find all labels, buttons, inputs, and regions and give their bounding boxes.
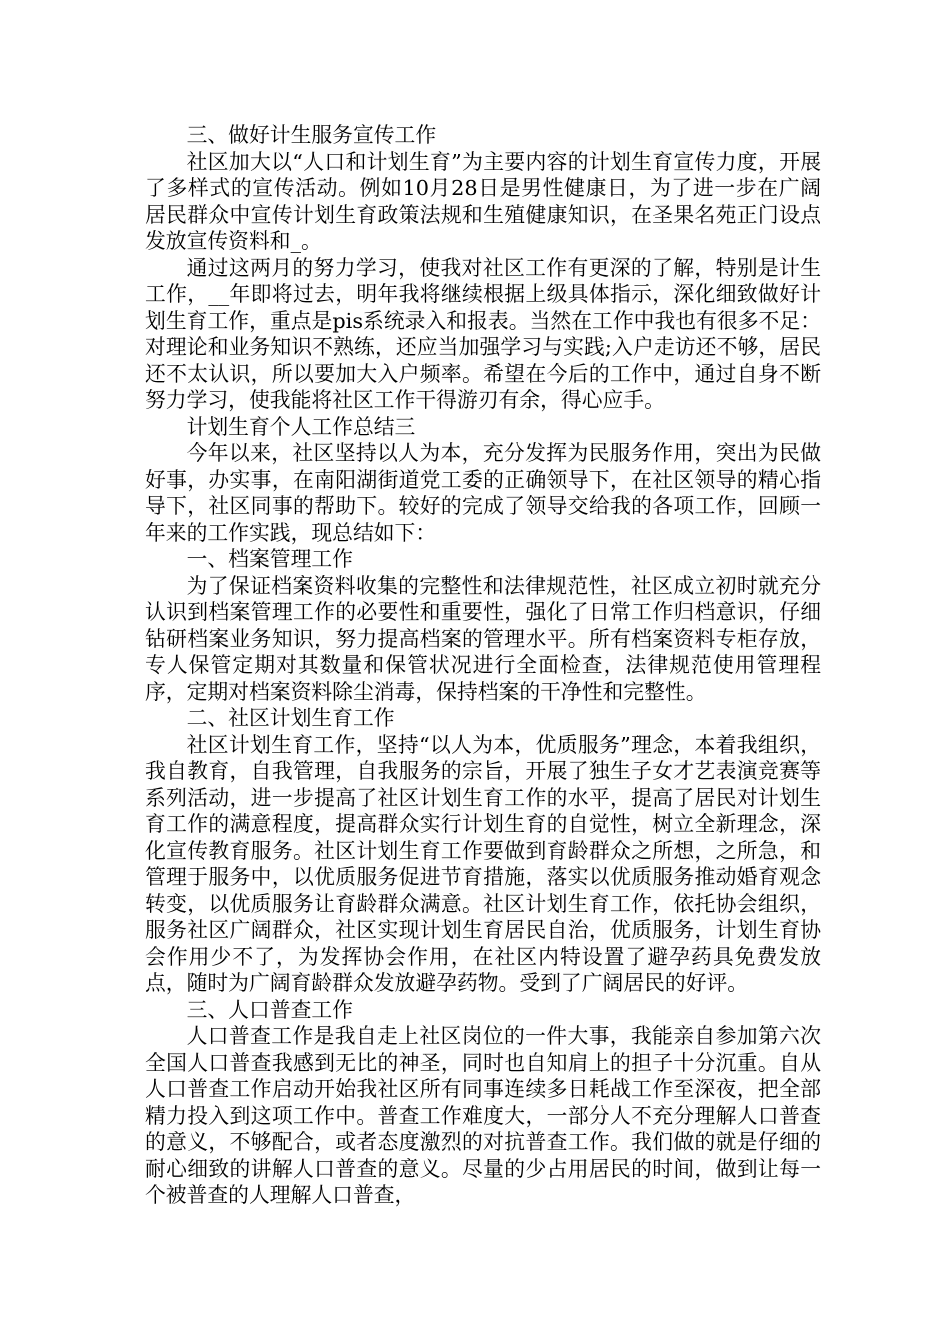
paragraph-intro: 今年以来，社区坚持以人为本，充分发挥为民服务作用，突出为民做好事，办实事，在南阳湖街道党工委的正确领导下，在社区领导的精心指导下，社区同事的帮助下。较好的完成了领导交给我的各项工作，回顾一年来的工作实践，现总结如下： xyxy=(145,441,821,545)
document-page xyxy=(145,122,821,1209)
paragraph-family-planning: 社区计划生育工作，坚持“以人为本，优质服务”理念，本着我组织，我自教育，自我管理，自我服务的宗旨，开展了独生子女才艺表演竞赛等系列活动，进一步提高了社区计划生育工作的水平，提高了居民对计划生育工作的满意程度，提高群众实行计划生育的自觉性，树立全新理念，深化宣传教育服务。社区计划生育工作要做到育龄群众之所想，之所急，和管理于服务中，以优质服务促进节育措施，落实以优质服务推动婚育观念转变，以优质服务让育龄群众满意。社区计划生育工作，依托协会组织，服务社区广阔群众，社区实现计划生育居民自治，优质服务，计划生育协会作用少不了，为发挥协会作用，在社区内特设置了避孕药具免费发放点，随时为广阔育龄群众发放避孕药物。受到了广阔居民的好评。 xyxy=(145,732,821,995)
paragraph-publicity: 社区加大以“人口和计划生育”为主要内容的计划生育宣传力度，开展了多样式的宣传活动。例如10月28日是男性健康日，为了进一步在广阔居民群众中宣传计划生育政策法规和生殖健康知识，在圣果名苑正门设点发放宣传资料和_。 xyxy=(145,149,821,253)
summary-title-three: 计划生育个人工作总结三 xyxy=(186,414,416,439)
section-heading-publicity: 三、做好计生服务宣传工作 xyxy=(186,123,437,147)
section-heading-family-planning: 二、社区计划生育工作 xyxy=(186,706,395,730)
section-heading-census: 三、人口普查工作 xyxy=(186,997,353,1022)
paragraph-census: 人口普查工作是我自走上社区岗位的一件大事，我能亲自参加第六次全国人口普查我感到无比的神圣，同时也自知肩上的担子十分沉重。自从人口普查工作启动开始我社区所有同事连续多日耗战工作至深夜，把全部精力投入到这项工作中。普查工作难度大，一部分人不充分理解人口普查的意义，不够配合，或者态度激烈的对抗普查工作。我们做的就是仔细的耐心细致的讲解人口普查的意义。尽量的少占用居民的时间，做到让每一个被普查的人理解人口普查， xyxy=(145,1024,821,1207)
paragraph-reflection: 通过这两月的努力学习，使我对社区工作有更深的了解，特别是计生工作，__年即将过去，明年我将继续根据上级具体指示，深化细致做好计划生育工作，重点是pis系统录入和报表。当然在工作中我也有很多不足：对理论和业务知识不熟练，还应当加强学习与实践;入户走访还不够，居民还不太认识，所以要加大入户频率。希望在今后的工作中，通过自身不断努力学习，使我能将社区工作干得游刃有余，得心应手。 xyxy=(145,255,821,412)
section-heading-archives: 一、档案管理工作 xyxy=(186,547,353,571)
paragraph-archives: 为了保证档案资料收集的完整性和法律规范性，社区成立初时就充分认识到档案管理工作的必要性和重要性，强化了日常工作归档意识，仔细钻研档案业务知识，努力提高档案的管理水平。所有档案资料专柜存放，专人保管定期对其数量和保管状况进行全面检查，法律规范使用管理程序，定期对档案资料除尘消毒，保持档案的干净性和完整性。 xyxy=(145,573,821,704)
